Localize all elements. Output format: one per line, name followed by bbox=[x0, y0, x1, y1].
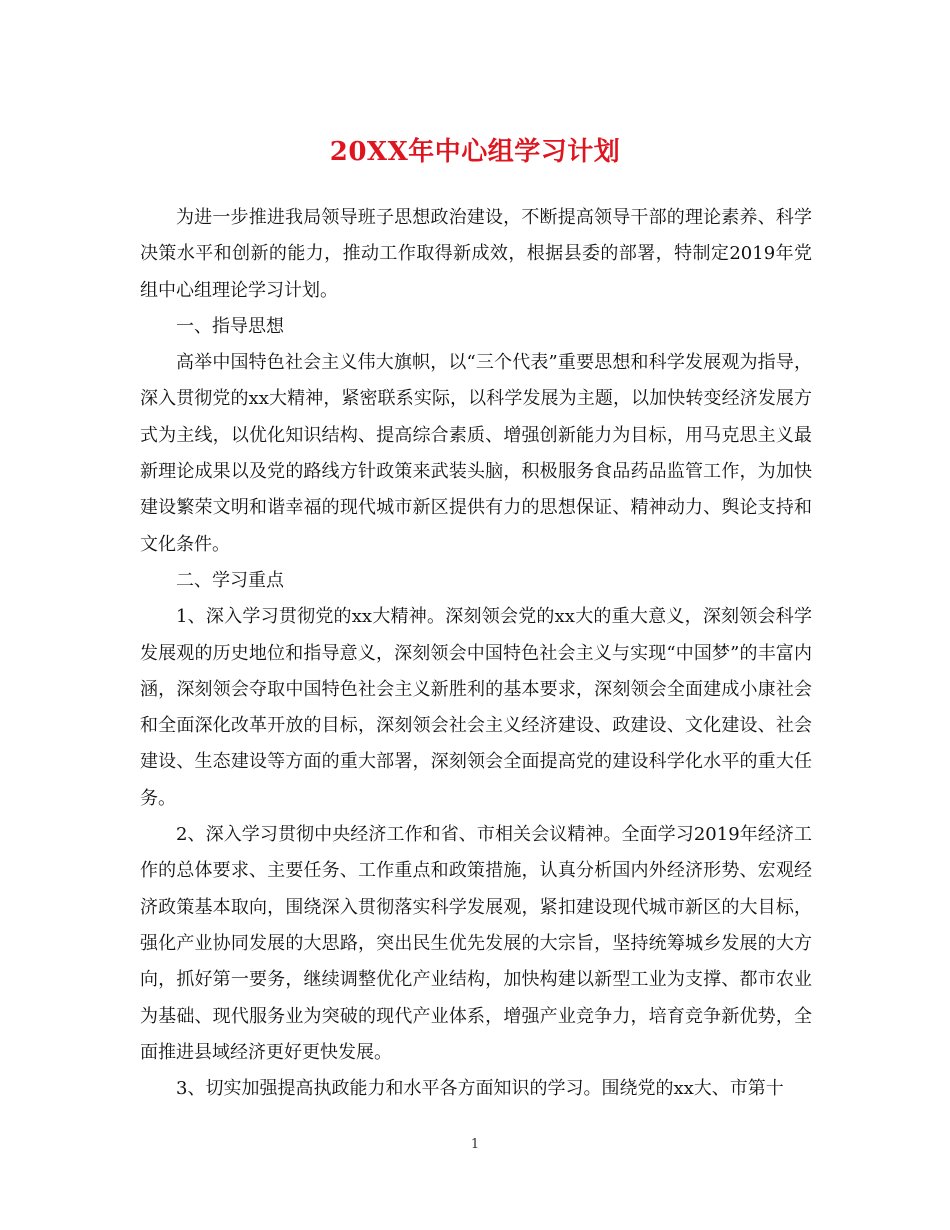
study-focus-item-2: 2、深入学习贯彻中央经济工作和省、市相关会议精神。全面学习2019年经济工作的总体要求、主要任务、工作重点和政策措施，认真分析国内外经济形势、宏观经济政策基本取向，围绕深入贯彻落实科学发展观，紧扣建设现代城市新区的大目标，强化产业协同发展的大思路，突出民生优先发展的大宗旨，坚持统筹城乡发展的大方向，抓好第一要务，继续调整优化产业结构，加快构建以新型工业为支撑、都市农业为基础、现代服务业为突破的现代产业体系，增强产业竞争力，培育竞争新优势，全面推进县域经济更好更快发展。 bbox=[140, 824, 812, 1063]
page-number: 1 bbox=[470, 1137, 480, 1152]
study-focus-item-3: 3、切实加强提高执政能力和水平各方面知识的学习。围绕党的xx大、市第十 bbox=[176, 1078, 784, 1100]
document-body bbox=[140, 200, 812, 1107]
section-heading-study-focus: 二、学习重点 bbox=[176, 569, 284, 591]
intro-paragraph: 为进一步推进我局领导班子思想政治建设，不断提高领导干部的理论素养、科学决策水平和创新的能力，推动工作取得新成效，根据县委的部署，特制定2019年党组中心组理论学习计划。 bbox=[140, 207, 812, 301]
section-heading-guiding-ideology: 一、指导思想 bbox=[176, 315, 284, 337]
document-title: 20XX年中心组学习计划 bbox=[329, 137, 621, 167]
guiding-ideology-paragraph: 高举中国特色社会主义伟大旗帜，以“三个代表”重要思想和科学发展观为指导，深入贯彻党的xx大精神，紧密联系实际，以科学发展为主题，以加快转变经济发展方式为主线，以优化知识结构、提高综合素质、增强创新能力为目标，用马克思主义最新理论成果以及党的路线方针政策来武装头脑，积极服务食品药品监管工作，为加快建设繁荣文明和谐幸福的现代城市新区提供有力的思想保证、精神动力、舆论支持和文化条件。 bbox=[140, 352, 812, 555]
study-focus-item-1: 1、深入学习贯彻党的xx大精神。深刻领会党的xx大的重大意义，深刻领会科学发展观的历史地位和指导意义，深刻领会中国特色社会主义与实现“中国梦”的丰富内涵，深刻领会夺取中国特色社会主义新胜利的基本要求，深刻领会全面建成小康社会和全面深化改革开放的目标，深刻领会社会主义经济建设、政建设、文化建设、社会建设、生态建设等方面的重大部署，深刻领会全面提高党的建设科学化水平的重大任务。 bbox=[140, 606, 812, 809]
